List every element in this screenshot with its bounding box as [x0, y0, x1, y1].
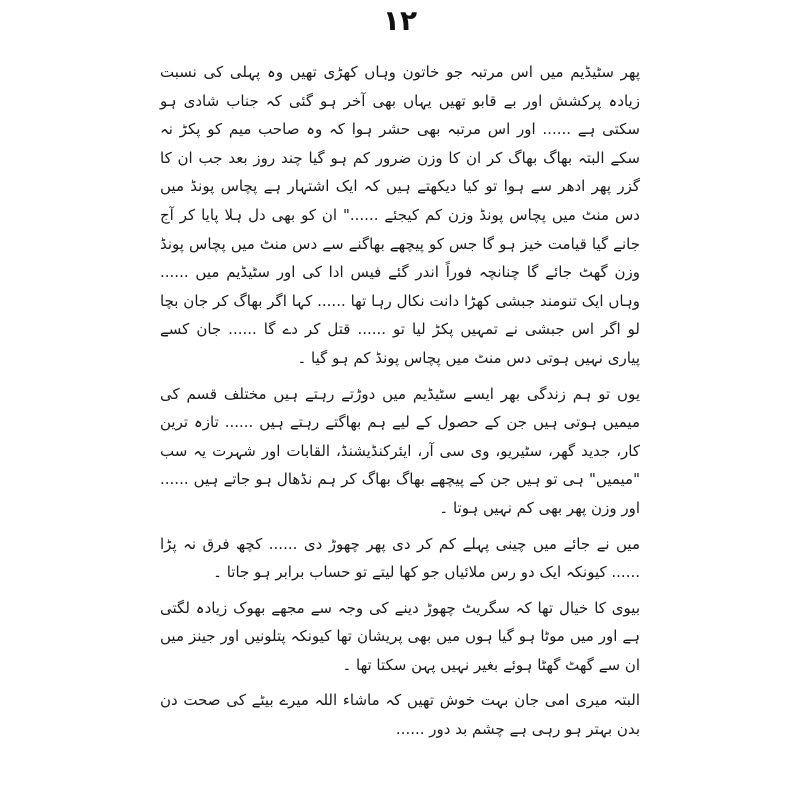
- paragraph: البتہ میری امی جان بہت خوش تھیں کہ ماشاء اللہ میرے بیٹے کی صحت دن بدن بہتر ہو رہی ہے چشم بد دور ......: [160, 691, 640, 739]
- page-number: ۱۲: [382, 4, 418, 37]
- paragraph: میں نے جائے میں چینی پہلے کم کر دی پھر چھوڑ دی ...... کچھ فرق نہ پڑا ...... کیونکہ ایک دو رس ملائیاں جو کھا لیتے تو حساب برابر ہو جاتا ۔: [160, 534, 640, 582]
- paragraph: بیوی کا خیال تھا کہ سگریٹ چھوڑ دینے کی وجہ سے مجھے بھوک زیادہ لگتی ہے اور میں موٹا ہو گیا ہوں میں بھی پریشان تھا کیونکہ پتلونیں اور جینز میں ان سے گھٹ گھٹا ہوئے بغیر نہیں پہن سکتا تھا ۔: [160, 598, 640, 674]
- paragraph: یوں تو ہم زندگی بھر ایسے سٹیڈیم میں دوڑتے رہتے ہیں مختلف قسم کی میمیں ہوتی ہیں جن کے حصول کے لیے ہم بھاگتے رہتے ہیں ...... تازہ ترین کار، جدید گھر، سٹیریو، وی سی آر، ایئرکنڈیشنڈ، القابات اور شہرت یہ سب "میمیں" ہی تو ہیں جن کے پیچھے بھاگ بھاگ کر ہم نڈھال ہو جاتے ہیں ...... اور وزن پھر بھی کم نہیں ہوتا ۔: [160, 384, 640, 517]
- paragraph: پھر سٹیڈیم میں اس مرتبہ جو خاتون وہاں کھڑی تھیں وہ پہلی کی نسبت زیادہ پرکشش اور بے قابو تھیں یہاں بھی آخر ہو گئی کہ جناب شادی ہو سکتی ہے ...... اور اس مرتبہ بھی حشر ہوا کہ وہ صاحب میم کو پکڑ نہ سکے البتہ بھاگ بھاگ کر ان کا وزن ضرور کم ہو گیا چند روز بعد جب ان کا گزر پھر ادھر سے ہوا تو کیا دیکھتے ہیں کہ ایک اشتہار ہے پچاس پونڈ میں دس منٹ میں پچاس پونڈ وزن کم کیجئے ......" ان کو بھی دل ہلا پایا کر آج جانے گیا قیامت خیز ہو گا جس کو پیچھے بھاگنے سے دس منٹ میں پچاس پونڈ وزن گھٹ جائے گا چنانچہ فوراً اندر گئے فیس ادا کی اور سٹیڈیم میں ...... وہاں ایک تنومند جبشی کھڑا دانت نکال رہا تھا ...... کہا اگر بھاگ کر جان بچا لو اگر اس جبشی نے تمہیں پکڑ لیا تو ...... قتل کر دے گا ...... جان کسے پیاری نہیں ہوتی دس منٹ میں پچاس پونڈ کم ہو گیا ۔: [160, 63, 640, 367]
- body-text: [160, 58, 640, 744]
